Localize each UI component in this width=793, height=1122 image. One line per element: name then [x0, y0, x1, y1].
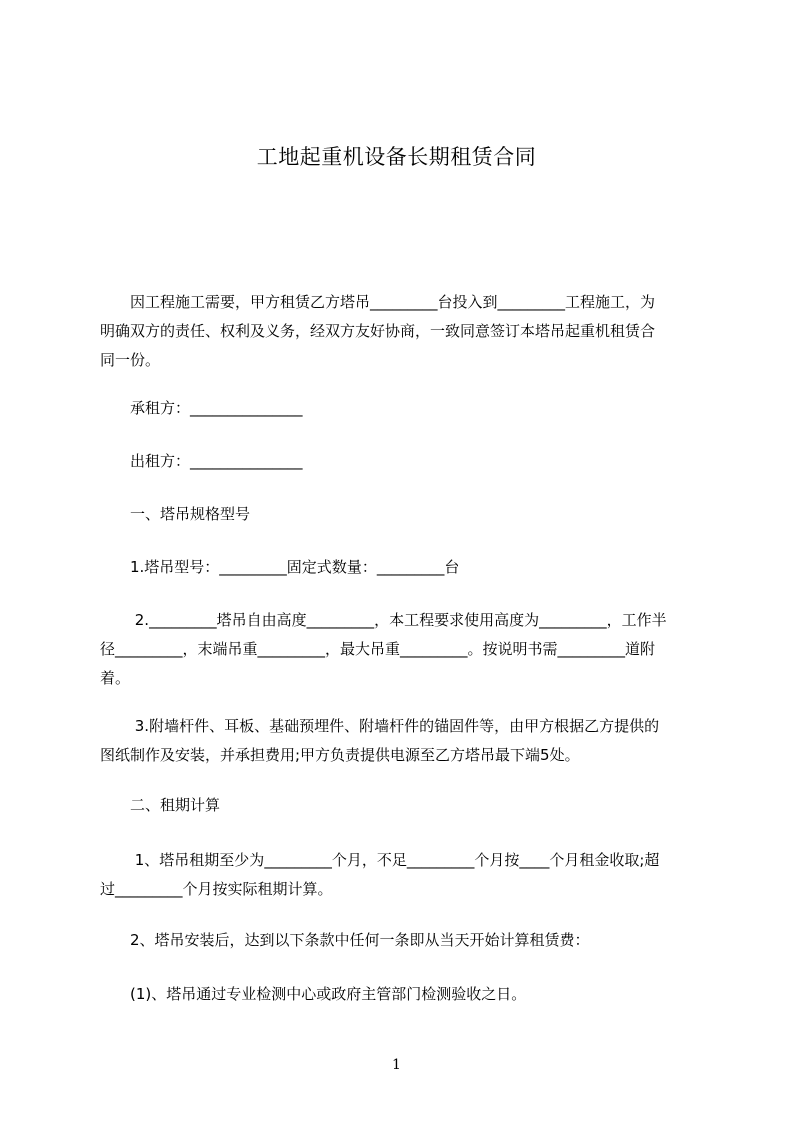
section-1-item-2-line-1: 2._________塔吊自由高度_________，本工程要求使用高度为_________，工作半: [100, 611, 667, 629]
section-2-item-2-1-text: (1)、塔吊通过专业检测中心或政府主管部门检测验收之日。: [100, 985, 527, 1003]
section-1-item-2-line-3: 着。: [100, 669, 131, 687]
section-1-item-3-line-1: 3.附墙杆件、耳板、基础预埋件、附墙杆件的锚固件等，由甲方根据乙方提供的: [100, 717, 660, 735]
section-1-item-2: [100, 606, 708, 693]
section-1-item-3: [100, 712, 708, 770]
intro-paragraph: [100, 288, 708, 375]
section-2-item-1-line-2: 过_________个月按实际租期计算。: [100, 880, 333, 898]
page-number: 1: [392, 1057, 401, 1073]
section-1-heading: [100, 500, 708, 529]
section-1-item-1-text: 1.塔吊型号：_________固定式数量：_________台: [100, 558, 460, 576]
lessor-text: 出租方：_______________: [100, 452, 303, 470]
section-1-item-3-line-2: 图纸制作及安装，并承担费用;甲方负责提供电源至乙方塔吊最下端5处。: [100, 746, 580, 764]
section-1-item-2-line-2: 径_________，末端吊重_________，最大吊重_________。按说明书需_________道附: [100, 640, 656, 658]
section-1-item-1: [100, 553, 708, 582]
section-2-item-2: [100, 926, 708, 955]
section-2-heading: [100, 791, 708, 820]
lessor-line: [100, 447, 708, 476]
intro-line-3: 同一份。: [100, 351, 161, 369]
document-title: 工地起重机设备长期租赁合同: [256, 145, 537, 169]
lessee-text: 承租方：_______________: [100, 399, 303, 417]
intro-line-2: 明确双方的责任、权利及义务，经双方友好协商，一致同意签订本塔吊起重机租赁合: [100, 322, 656, 340]
section-2-item-2-text: 2、塔吊安装后，达到以下条款中任何一条即从当天开始计算租赁费：: [100, 931, 590, 949]
section-2-item-2-1: [100, 980, 708, 1009]
lessee-line: [100, 394, 708, 423]
section-2-heading-text: 二、租期计算: [100, 796, 221, 814]
section-2-item-1-line-1: 1、塔吊租期至少为_________个月，不足_________个月按____个月租金收取;超: [100, 851, 660, 869]
intro-line-1: 因工程施工需要，甲方租赁乙方塔吊_________台投入到_________工程施工，为: [100, 293, 656, 311]
section-1-heading-text: 一、塔吊规格型号: [100, 505, 251, 523]
section-2-item-1: [100, 846, 708, 904]
